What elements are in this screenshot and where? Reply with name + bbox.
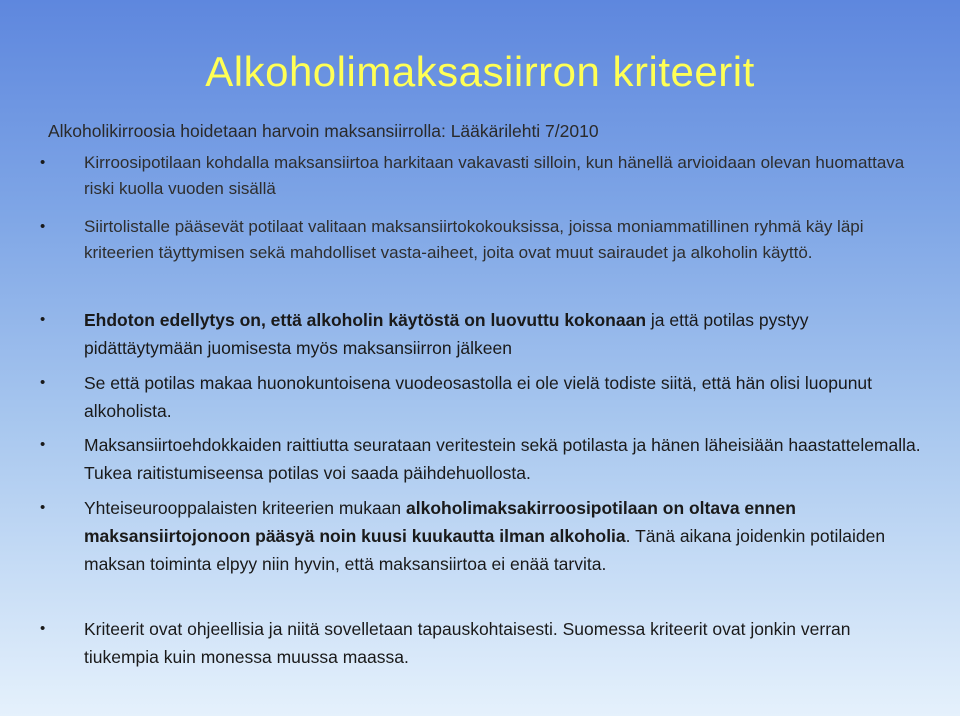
bullet-text: Maksansiirtoehdokkaiden raittiutta seurataan veritestein sekä potilasta ja hänen läheisiään haastattelemalla. Tukea raitistumiseensa potilas voi saada päihdehuollosta. xyxy=(84,435,921,483)
bullet-dot: • xyxy=(40,374,46,391)
bullet-dot: • xyxy=(40,436,46,453)
bullet-dot: • xyxy=(40,311,46,328)
bullet-text: Kriteerit ovat ohjeellisia ja niitä sovelletaan tapauskohtaisesti. Suomessa kriteerit ovat jonkin verran tiukempia kuin monessa muussa maassa. xyxy=(84,619,851,667)
bullet-item xyxy=(40,306,924,362)
bullet-text: . Tänä aikana joidenkin potilaiden maksan toiminta elpyy niin hyvin, että maksansiirtoa ei enää tarvita. xyxy=(84,526,886,574)
bullet-item xyxy=(40,150,924,202)
bullet-item xyxy=(40,615,924,671)
bullet-dot: • xyxy=(40,499,46,516)
bullet-item xyxy=(40,431,924,487)
bullet-text: Siirtolistalle pääsevät potilaat valitaan maksansiirtokokouksissa, joissa moniammatillinen ryhmä käy läpi kriteerien täyttymisen sekä mahdolliset vasta-aiheet, joita ovat muut sairaudet ja alkoholin käyttö. xyxy=(84,217,864,262)
bullet-dot: • xyxy=(40,218,46,235)
bullet-dot: • xyxy=(40,620,46,637)
bullet-dot: • xyxy=(40,154,46,171)
bullet-text: Kirroosipotilaan kohdalla maksansiirtoa harkitaan vakavasti silloin, kun hänellä arvioidaan olevan huomattava riski kuolla vuoden sisällä xyxy=(84,153,905,198)
bullet-pre-text: Yhteiseurooppalaisten kriteerien mukaan xyxy=(84,498,406,518)
bullet-item xyxy=(40,369,924,425)
bullet-bold-text: Ehdoton edellytys on, että alkoholin käytöstä on luovuttu kokonaan xyxy=(84,310,647,330)
intro-line: Alkoholikirroosia hoidetaan harvoin maksansiirrolla: Lääkärilehti 7/2010 xyxy=(48,121,599,141)
bullet-text: Se että potilas makaa huonokuntoisena vuodeosastolla ei ole vielä todiste siitä, että hän olisi luopunut alkoholista. xyxy=(84,373,873,421)
slide-title: Alkoholimaksasiirron kriteerit xyxy=(205,48,755,95)
bullet-bold-text: alkoholimaksakirroosipotilaan on oltava ennen maksansiirtojonoon pääsyä noin kuusi kuukautta ilman alkoholia xyxy=(84,498,796,546)
bullet-text: ja että potilas pystyy pidättäytymään juomisesta myös maksansiirron jälkeen xyxy=(84,310,809,358)
bullet-item xyxy=(40,214,924,266)
bullet-item xyxy=(40,494,924,578)
